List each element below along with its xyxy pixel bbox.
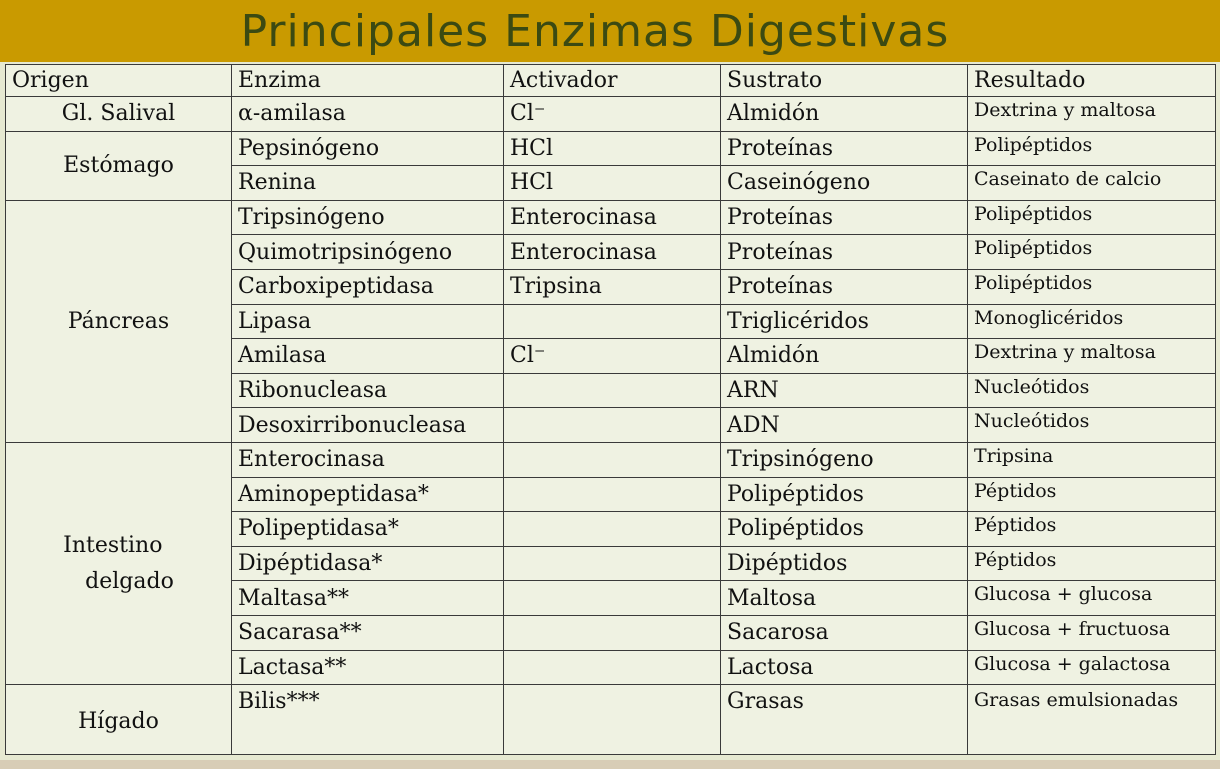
table-row xyxy=(6,131,1216,166)
resultado-cell: Caseinato de calcio xyxy=(968,166,1216,201)
activador-cell: Tripsina xyxy=(504,269,721,304)
activador-cell: Enterocinasa xyxy=(504,235,721,270)
enzima-cell: Bilis*** xyxy=(232,685,504,755)
resultado-cell: Grasas emulsionadas xyxy=(968,685,1216,755)
resultado-cell: Glucosa + fructuosa xyxy=(968,615,1216,650)
activador-cell: Cl⁻ xyxy=(504,97,721,132)
enzymes-table xyxy=(5,64,1216,755)
activador-cell xyxy=(504,442,721,477)
enzima-cell: Lactasa** xyxy=(232,650,504,685)
resultado-cell: Péptidos xyxy=(968,512,1216,547)
header-resultado: Resultado xyxy=(968,65,1216,97)
header-origen: Origen xyxy=(6,65,232,97)
activador-cell xyxy=(504,685,721,755)
header-enzima: Enzima xyxy=(232,65,504,97)
sustrato-cell: Lactosa xyxy=(721,650,968,685)
header-activador: Activador xyxy=(504,65,721,97)
sustrato-cell: Proteínas xyxy=(721,131,968,166)
enzima-cell: Lipasa xyxy=(232,304,504,339)
resultado-cell: Péptidos xyxy=(968,546,1216,581)
sustrato-cell: Proteínas xyxy=(721,235,968,270)
activador-cell: Enterocinasa xyxy=(504,200,721,235)
sustrato-cell: Polipéptidos xyxy=(721,477,968,512)
origin-label xyxy=(63,528,174,600)
activador-cell: HCl xyxy=(504,166,721,201)
resultado-cell: Dextrina y maltosa xyxy=(968,97,1216,132)
sustrato-cell: ARN xyxy=(721,373,968,408)
sustrato-cell: Caseinógeno xyxy=(721,166,968,201)
activador-cell xyxy=(504,512,721,547)
sustrato-cell: Tripsinógeno xyxy=(721,442,968,477)
resultado-cell: Glucosa + glucosa xyxy=(968,581,1216,616)
header-sustrato: Sustrato xyxy=(721,65,968,97)
enzima-cell: α-amilasa xyxy=(232,97,504,132)
activador-cell xyxy=(504,650,721,685)
activador-cell xyxy=(504,373,721,408)
activador-cell xyxy=(504,477,721,512)
table-row xyxy=(6,97,1216,132)
sustrato-cell: Triglicéridos xyxy=(721,304,968,339)
origin-cell: Hígado xyxy=(6,685,232,755)
enzima-cell: Tripsinógeno xyxy=(232,200,504,235)
sustrato-cell: Proteínas xyxy=(721,269,968,304)
sustrato-cell: Sacarosa xyxy=(721,615,968,650)
activador-cell xyxy=(504,304,721,339)
sustrato-cell: Almidón xyxy=(721,97,968,132)
resultado-cell: Polipéptidos xyxy=(968,131,1216,166)
sustrato-cell: Polipéptidos xyxy=(721,512,968,547)
resultado-cell: Nucleótidos xyxy=(968,408,1216,443)
resultado-cell: Péptidos xyxy=(968,477,1216,512)
activador-cell xyxy=(504,615,721,650)
sustrato-cell: Dipéptidos xyxy=(721,546,968,581)
activador-cell xyxy=(504,408,721,443)
origin-cell: Gl. Salival xyxy=(6,97,232,132)
enzima-cell: Maltasa** xyxy=(232,581,504,616)
origin-line-2: delgado xyxy=(85,568,174,594)
table-row xyxy=(6,200,1216,235)
origin-cell: Estómago xyxy=(6,131,232,200)
header-row xyxy=(6,65,1216,97)
enzima-cell: Quimotripsinógeno xyxy=(232,235,504,270)
resultado-cell: Nucleótidos xyxy=(968,373,1216,408)
enzima-cell: Ribonucleasa xyxy=(232,373,504,408)
resultado-cell: Glucosa + galactosa xyxy=(968,650,1216,685)
activador-cell: HCl xyxy=(504,131,721,166)
resultado-cell: Dextrina y maltosa xyxy=(968,339,1216,374)
enzima-cell: Aminopeptidasa* xyxy=(232,477,504,512)
table-body xyxy=(6,97,1216,755)
table-row xyxy=(6,685,1216,755)
sustrato-cell: Grasas xyxy=(721,685,968,755)
enzima-cell: Dipéptidasa* xyxy=(232,546,504,581)
resultado-cell: Monoglicéridos xyxy=(968,304,1216,339)
sustrato-cell: Almidón xyxy=(721,339,968,374)
enzima-cell: Polipeptidasa* xyxy=(232,512,504,547)
title-bar xyxy=(0,0,1220,62)
resultado-cell: Polipéptidos xyxy=(968,235,1216,270)
resultado-cell: Polipéptidos xyxy=(968,269,1216,304)
sustrato-cell: ADN xyxy=(721,408,968,443)
activador-cell xyxy=(504,546,721,581)
origin-cell xyxy=(6,442,232,684)
origin-cell: Páncreas xyxy=(6,200,232,442)
origin-line-1: Intestino xyxy=(63,532,163,558)
table-row xyxy=(6,442,1216,477)
enzima-cell: Renina xyxy=(232,166,504,201)
enzima-cell: Amilasa xyxy=(232,339,504,374)
sustrato-cell: Proteínas xyxy=(721,200,968,235)
enzima-cell: Carboxipeptidasa xyxy=(232,269,504,304)
enzima-cell: Enterocinasa xyxy=(232,442,504,477)
enzima-cell: Pepsinógeno xyxy=(232,131,504,166)
resultado-cell: Polipéptidos xyxy=(968,200,1216,235)
activador-cell: Cl⁻ xyxy=(504,339,721,374)
bottom-decoration xyxy=(0,760,1220,769)
resultado-cell: Tripsina xyxy=(968,442,1216,477)
enzima-cell: Sacarasa** xyxy=(232,615,504,650)
activador-cell xyxy=(504,581,721,616)
sustrato-cell: Maltosa xyxy=(721,581,968,616)
page-title: Principales Enzimas Digestivas xyxy=(240,5,950,57)
enzima-cell: Desoxirribonucleasa xyxy=(232,408,504,443)
table-header xyxy=(6,65,1216,97)
